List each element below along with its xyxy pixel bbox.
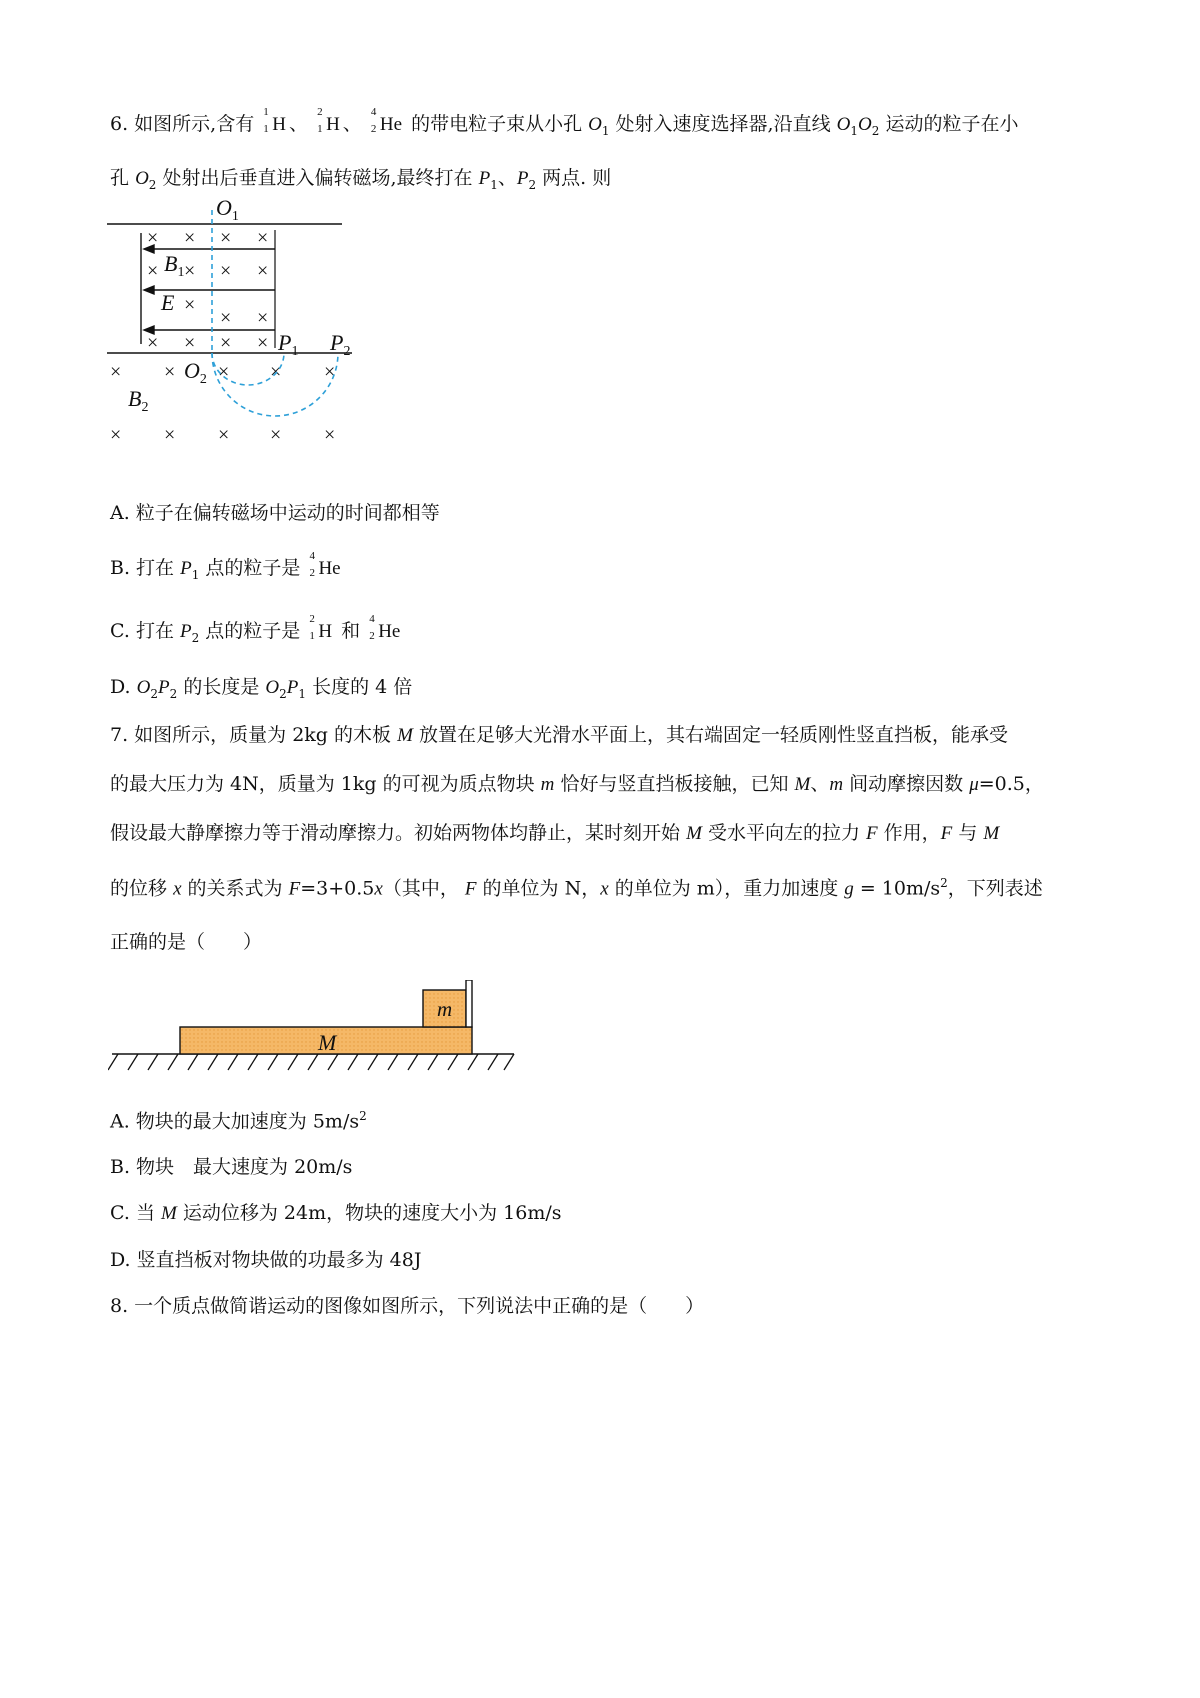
q6-stem-line2: 孔 $O_2$ 处射出后垂直进入偏转磁场,最终打在 $P_1$、$P_2$ 两点. 则: [110, 167, 612, 192]
svg-text:×: ×: [220, 227, 232, 249]
svg-text:×: ×: [220, 332, 232, 354]
svg-text:×: ×: [257, 227, 269, 249]
svg-text:×: ×: [147, 260, 159, 282]
svg-text:×: ×: [220, 260, 232, 282]
svg-text:×: ×: [220, 307, 232, 329]
q7-stem-line5: 正确的是（ ）: [110, 931, 263, 953]
svg-text:×: ×: [257, 307, 269, 329]
svg-text:×: ×: [218, 424, 230, 446]
nuclide-he4: 4 2 He: [370, 106, 403, 135]
label-b1: $B_1$: [164, 251, 185, 280]
svg-text:×: ×: [147, 227, 159, 249]
svg-text:×: ×: [110, 424, 122, 446]
nuclide-h2: 2 1 H: [317, 106, 340, 135]
label-o1: $O_1$: [216, 200, 239, 224]
q7-stem-line2: 的最大压力为 4N，质量为 1kg 的可视为质点物块 m 恰好与竖直挡板接触，已知 M、m 间动摩擦因数 μ=0.5，: [110, 773, 1044, 795]
svg-text:×: ×: [164, 361, 176, 383]
q7-stem-line4: 的位移 x 的关系式为 F=3+0.5x（其中， F 的单位为 N，x 的单位为 m），重力加速度 $g = 10m/s^2$，下列表述: [110, 876, 1043, 900]
q7-option-a: A. 物块的最大加速度为 $5m/s^2$: [110, 1109, 367, 1133]
svg-text:×: ×: [184, 227, 196, 249]
q7-option-c: C. 当 M 运动位移为 24m，物块的速度大小为 16m/s: [110, 1202, 562, 1224]
ground-hatching: [108, 1054, 514, 1070]
q6-option-d: D. $O_2P_2$ 的长度是 $O_2P_1$ 长度的 4 倍: [110, 676, 413, 701]
svg-text:×: ×: [270, 361, 282, 383]
q7-stem-line3: 假设最大静摩擦力等于滑动摩擦力。初始两物体均静止，某时刻开始 M 受水平向左的拉力 F 作用，F 与 M: [110, 822, 1000, 844]
svg-text:×: ×: [147, 332, 159, 354]
svg-text:×: ×: [110, 361, 122, 383]
q7-option-d: D. 竖直挡板对物块做的功最多为 48J: [110, 1249, 422, 1271]
svg-text:×: ×: [184, 332, 196, 354]
label-p1: $P_1$: [278, 330, 299, 359]
label-board-m: M: [318, 1030, 337, 1055]
q7-board-block-figure: [108, 980, 528, 1080]
label-e: E: [161, 290, 175, 315]
label-o2: $O_2$: [184, 358, 207, 387]
svg-text:×: ×: [164, 424, 176, 446]
q6-option-b: B. 打在 $P_1$ 点的粒子是 4 2 He: [110, 550, 341, 582]
baffle: [466, 980, 472, 1027]
q6-option-c: C. 打在 $P_2$ 点的粒子是 2 1 H 和 4 2 He: [110, 613, 401, 645]
svg-text:×: ×: [324, 361, 336, 383]
q6-stem-line1: 6. 如图所示,含有 1 1 H 、 2 1 H 、 4 2 He 的带电粒子束从小孔 $O_1$ 处射入速度选择器,沿直线 $O_1O_2$ 运动的粒子在小: [110, 106, 1019, 138]
svg-text:×: ×: [270, 424, 282, 446]
q6-option-a: A. 粒子在偏转磁场中运动的时间都相等: [110, 502, 440, 524]
label-p2: $P_2$: [330, 330, 351, 359]
nuclide-h1: 1 1 H: [263, 106, 286, 135]
label-block-m: m: [437, 997, 453, 1021]
q8-stem: 8. 一个质点做简谐运动的图像如图所示，下列说法中正确的是（ ）: [110, 1295, 705, 1317]
svg-text:×: ×: [184, 294, 196, 316]
svg-text:×: ×: [324, 424, 336, 446]
q7-option-b: B. 物块 最大速度为 20m/s: [110, 1156, 353, 1178]
q7-stem-line1: 7. 如图所示，质量为 2kg 的木板 M 放置在足够大光滑水平面上，其右端固定一轻质刚性竖直挡板，能承受: [110, 724, 1008, 746]
svg-text:×: ×: [218, 361, 230, 383]
svg-text:×: ×: [257, 332, 269, 354]
label-b2: $B_2$: [128, 386, 149, 415]
svg-text:×: ×: [184, 260, 196, 282]
svg-text:×: ×: [257, 260, 269, 282]
q6-velocity-selector-figure: [100, 200, 400, 490]
